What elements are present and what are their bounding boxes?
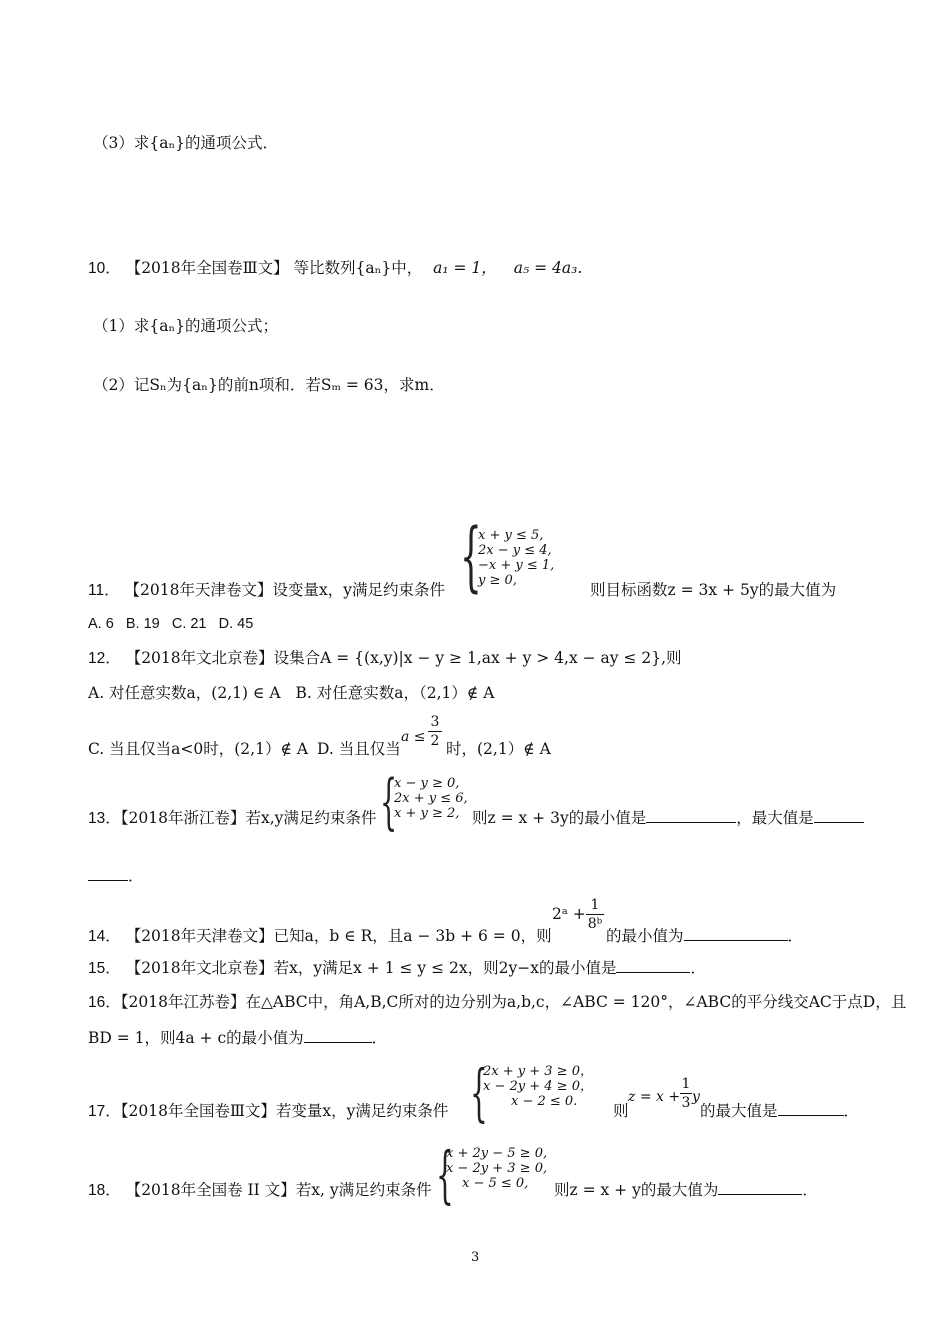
q11-source: 【2018年天津卷文】 xyxy=(124,581,273,599)
q17-system xyxy=(483,1064,593,1109)
q11-system xyxy=(478,528,554,588)
q17-yvar: y xyxy=(692,1089,700,1105)
q14-expr: 2ᵃ + xyxy=(552,905,586,923)
q14-frac-num: 1 xyxy=(590,897,600,913)
q13-stem: 若x,y满足约束条件 xyxy=(245,809,377,827)
q15-blank[interactable] xyxy=(616,958,690,973)
q12-option-a: A. 对任意实数a，(2,1) ∈ A xyxy=(88,684,281,702)
q16-line2 xyxy=(88,1028,387,1048)
q16-line1 xyxy=(88,992,906,1013)
q14-end: ． xyxy=(787,927,804,945)
q18-tail xyxy=(554,1180,818,1200)
q17-stem: 若变量x，y满足约束条件 xyxy=(275,1102,449,1120)
q18-system-brace: { xyxy=(436,1138,454,1211)
q11-tail: 则目标函数z = 3x + 5y的最大值为 xyxy=(590,581,837,599)
q10-source: 【2018年全国卷Ⅲ文】 xyxy=(125,259,289,277)
q13-tail-max: ，最大值是 xyxy=(736,809,814,827)
q16-end: ． xyxy=(371,1029,388,1047)
q15-end: ． xyxy=(690,959,706,977)
q17-zexpr: z = x + xyxy=(628,1089,681,1105)
q14-stem: 已知a，b ∈ R，且a − 3b + 6 = 0，则 xyxy=(273,927,552,945)
q18-tail-text: 则z = x + y的最大值为 xyxy=(554,1181,719,1199)
q11-option-c: C. 21 xyxy=(171,616,207,632)
q14-fraction xyxy=(586,897,604,932)
q11-line xyxy=(88,580,445,601)
q14-blank[interactable] xyxy=(684,926,788,941)
q17-frac-den: 3 xyxy=(681,1095,691,1111)
q13-ineq-1: x − y ≥ 0, xyxy=(394,776,460,791)
q13-source: 【2018年浙江卷】 xyxy=(120,809,246,827)
q12-fraction xyxy=(428,714,442,749)
q11-ineq-3: −x + y ≤ 1, xyxy=(478,558,555,573)
q14-tail-text: 的最小值为 xyxy=(606,927,684,945)
q10-cond1: a₁ = 1， xyxy=(433,259,497,277)
q17-system-brace: { xyxy=(470,1056,488,1129)
q11-ineq-1: x + y ≤ 5, xyxy=(478,528,544,543)
q16-number: 16． xyxy=(88,994,121,1011)
q11-options xyxy=(88,614,253,634)
q17-then: 则 xyxy=(613,1102,629,1120)
q13-ineq-3: x + y ≥ 2, xyxy=(394,806,460,821)
q17-frac-bar xyxy=(680,1093,692,1094)
q17-tail-text: 的最大值是 xyxy=(700,1102,778,1120)
q12-option-d-post: 时，(2,1）∉ A xyxy=(446,740,551,758)
q17-number: 17． xyxy=(88,1103,121,1120)
q13-blank-min[interactable] xyxy=(646,808,736,823)
q10-part1: （1）求{aₙ}的通项公式； xyxy=(93,317,279,335)
q18-ineq-1: x + 2y − 5 ≥ 0, xyxy=(446,1146,548,1161)
q17-end: ． xyxy=(843,1102,860,1120)
q14-frac-bar xyxy=(586,914,604,915)
q10-part2: （2）记Sₙ为{aₙ}的前n项和．若Sₘ = 63，求m． xyxy=(93,376,445,394)
q9-part3: （3）求{aₙ}的通项公式． xyxy=(93,134,279,152)
q18-ineq-2: x − 2y + 3 ≥ 0, xyxy=(446,1161,548,1176)
q12-option-b: B. 对任意实数a，（2,1）∉ A xyxy=(295,684,495,702)
q15-stem: 若x，y满足x + 1 ≤ y ≤ 2x，则2y−x的最小值是 xyxy=(273,959,617,977)
q15-number: 15． xyxy=(88,960,121,977)
q12-option-c: C. 当且仅当a<0时，(2,1）∉ A xyxy=(88,740,309,758)
q10-cond2: a₅ = 4a₃. xyxy=(513,259,583,277)
q13-ineq-2: 2x + y ≤ 6, xyxy=(394,791,468,806)
q12-line xyxy=(88,648,682,669)
q12-frac-den: 2 xyxy=(430,733,440,749)
q13-line2 xyxy=(88,866,144,886)
q12-number: 12． xyxy=(88,650,121,667)
q17-frac-num: 1 xyxy=(681,1076,691,1092)
q11-option-d: D. 45 xyxy=(218,616,254,632)
q13-tail xyxy=(472,808,864,828)
q12-options-ab xyxy=(88,683,494,703)
q11-option-a: A. 6 xyxy=(88,616,114,632)
q13-blank-max-a[interactable] xyxy=(814,808,864,823)
q11-option-b: B. 19 xyxy=(125,616,160,632)
q18-system xyxy=(446,1146,547,1191)
q12-option-d-ineq: a ≤ xyxy=(401,729,426,745)
q14-source: 【2018年天津卷文】 xyxy=(125,927,274,945)
q12-option-d-pre: D. 当且仅当 xyxy=(317,740,401,758)
q13-number: 13． xyxy=(88,810,121,827)
q17-source: 【2018年全国卷Ⅲ文】 xyxy=(120,1102,276,1120)
q13-blank-max-b[interactable] xyxy=(88,866,128,881)
q10-line xyxy=(88,258,582,279)
q14-line xyxy=(88,926,552,947)
q11-number: 11． xyxy=(88,582,120,599)
q14-number: 14． xyxy=(88,928,121,945)
q11-system-brace: { xyxy=(460,511,482,600)
q17-ineq-1: 2x + y + 3 ≥ 0， xyxy=(483,1064,593,1079)
q13-tail-min: 则z = x + 3y的最小值是 xyxy=(472,809,647,827)
q18-source: 【2018年全国卷 II 文】 xyxy=(125,1181,296,1199)
q12-source: 【2018年文北京卷】 xyxy=(125,649,274,667)
q17-ineq-2: x − 2y + 4 ≥ 0， xyxy=(483,1079,593,1094)
q13-system xyxy=(394,776,468,821)
q11-ineq-4: y ≥ 0, xyxy=(478,573,517,588)
q18-blank[interactable] xyxy=(718,1180,802,1195)
q16-text1: 在△ABC中，角A,B,C所对的边分别为a,b,c，∠ABC = 120°，∠ABC的平分线交AC于点D，且 xyxy=(245,993,907,1011)
q17-fraction xyxy=(680,1076,692,1111)
q13-end: ． xyxy=(128,867,144,885)
q12-stem: 设集合A = {(x,y)|x − y ≥ 1,ax + y > 4,x − ay ≤ 2},则 xyxy=(273,649,682,667)
q18-stem: 若x, y满足约束条件 xyxy=(295,1181,432,1199)
q16-source: 【2018年江苏卷】 xyxy=(120,993,246,1011)
q18-line xyxy=(88,1180,432,1201)
q17-line xyxy=(88,1101,448,1122)
q18-number: 18． xyxy=(88,1182,121,1199)
q11-ineq-2: 2x − y ≤ 4, xyxy=(478,543,552,558)
q18-ineq-3: x − 5 ≤ 0, xyxy=(462,1176,529,1191)
q14-frac-den: 8ᵇ xyxy=(587,916,603,932)
q13-line xyxy=(88,808,376,829)
q17-ineq-3: x − 2 ≤ 0. xyxy=(511,1094,578,1109)
page-number: 3 xyxy=(471,1250,480,1265)
q16-blank[interactable] xyxy=(304,1028,372,1043)
q10-number: 10． xyxy=(88,260,121,277)
q14-tail xyxy=(606,926,803,946)
q18-end: ． xyxy=(802,1181,818,1199)
q16-text2: BD = 1，则4a + c的最小值为 xyxy=(88,1029,304,1047)
q12-frac-bar xyxy=(428,731,442,732)
q12-frac-num: 3 xyxy=(430,714,440,730)
q17-blank[interactable] xyxy=(778,1101,844,1116)
q11-stem: 设变量x，y满足约束条件 xyxy=(272,581,445,599)
q15-source: 【2018年文北京卷】 xyxy=(125,959,274,977)
q15-line xyxy=(88,958,706,979)
q17-tail xyxy=(700,1101,859,1121)
q13-system-brace: { xyxy=(380,767,398,837)
q10-stem: 等比数列{aₙ}中， xyxy=(293,259,423,277)
